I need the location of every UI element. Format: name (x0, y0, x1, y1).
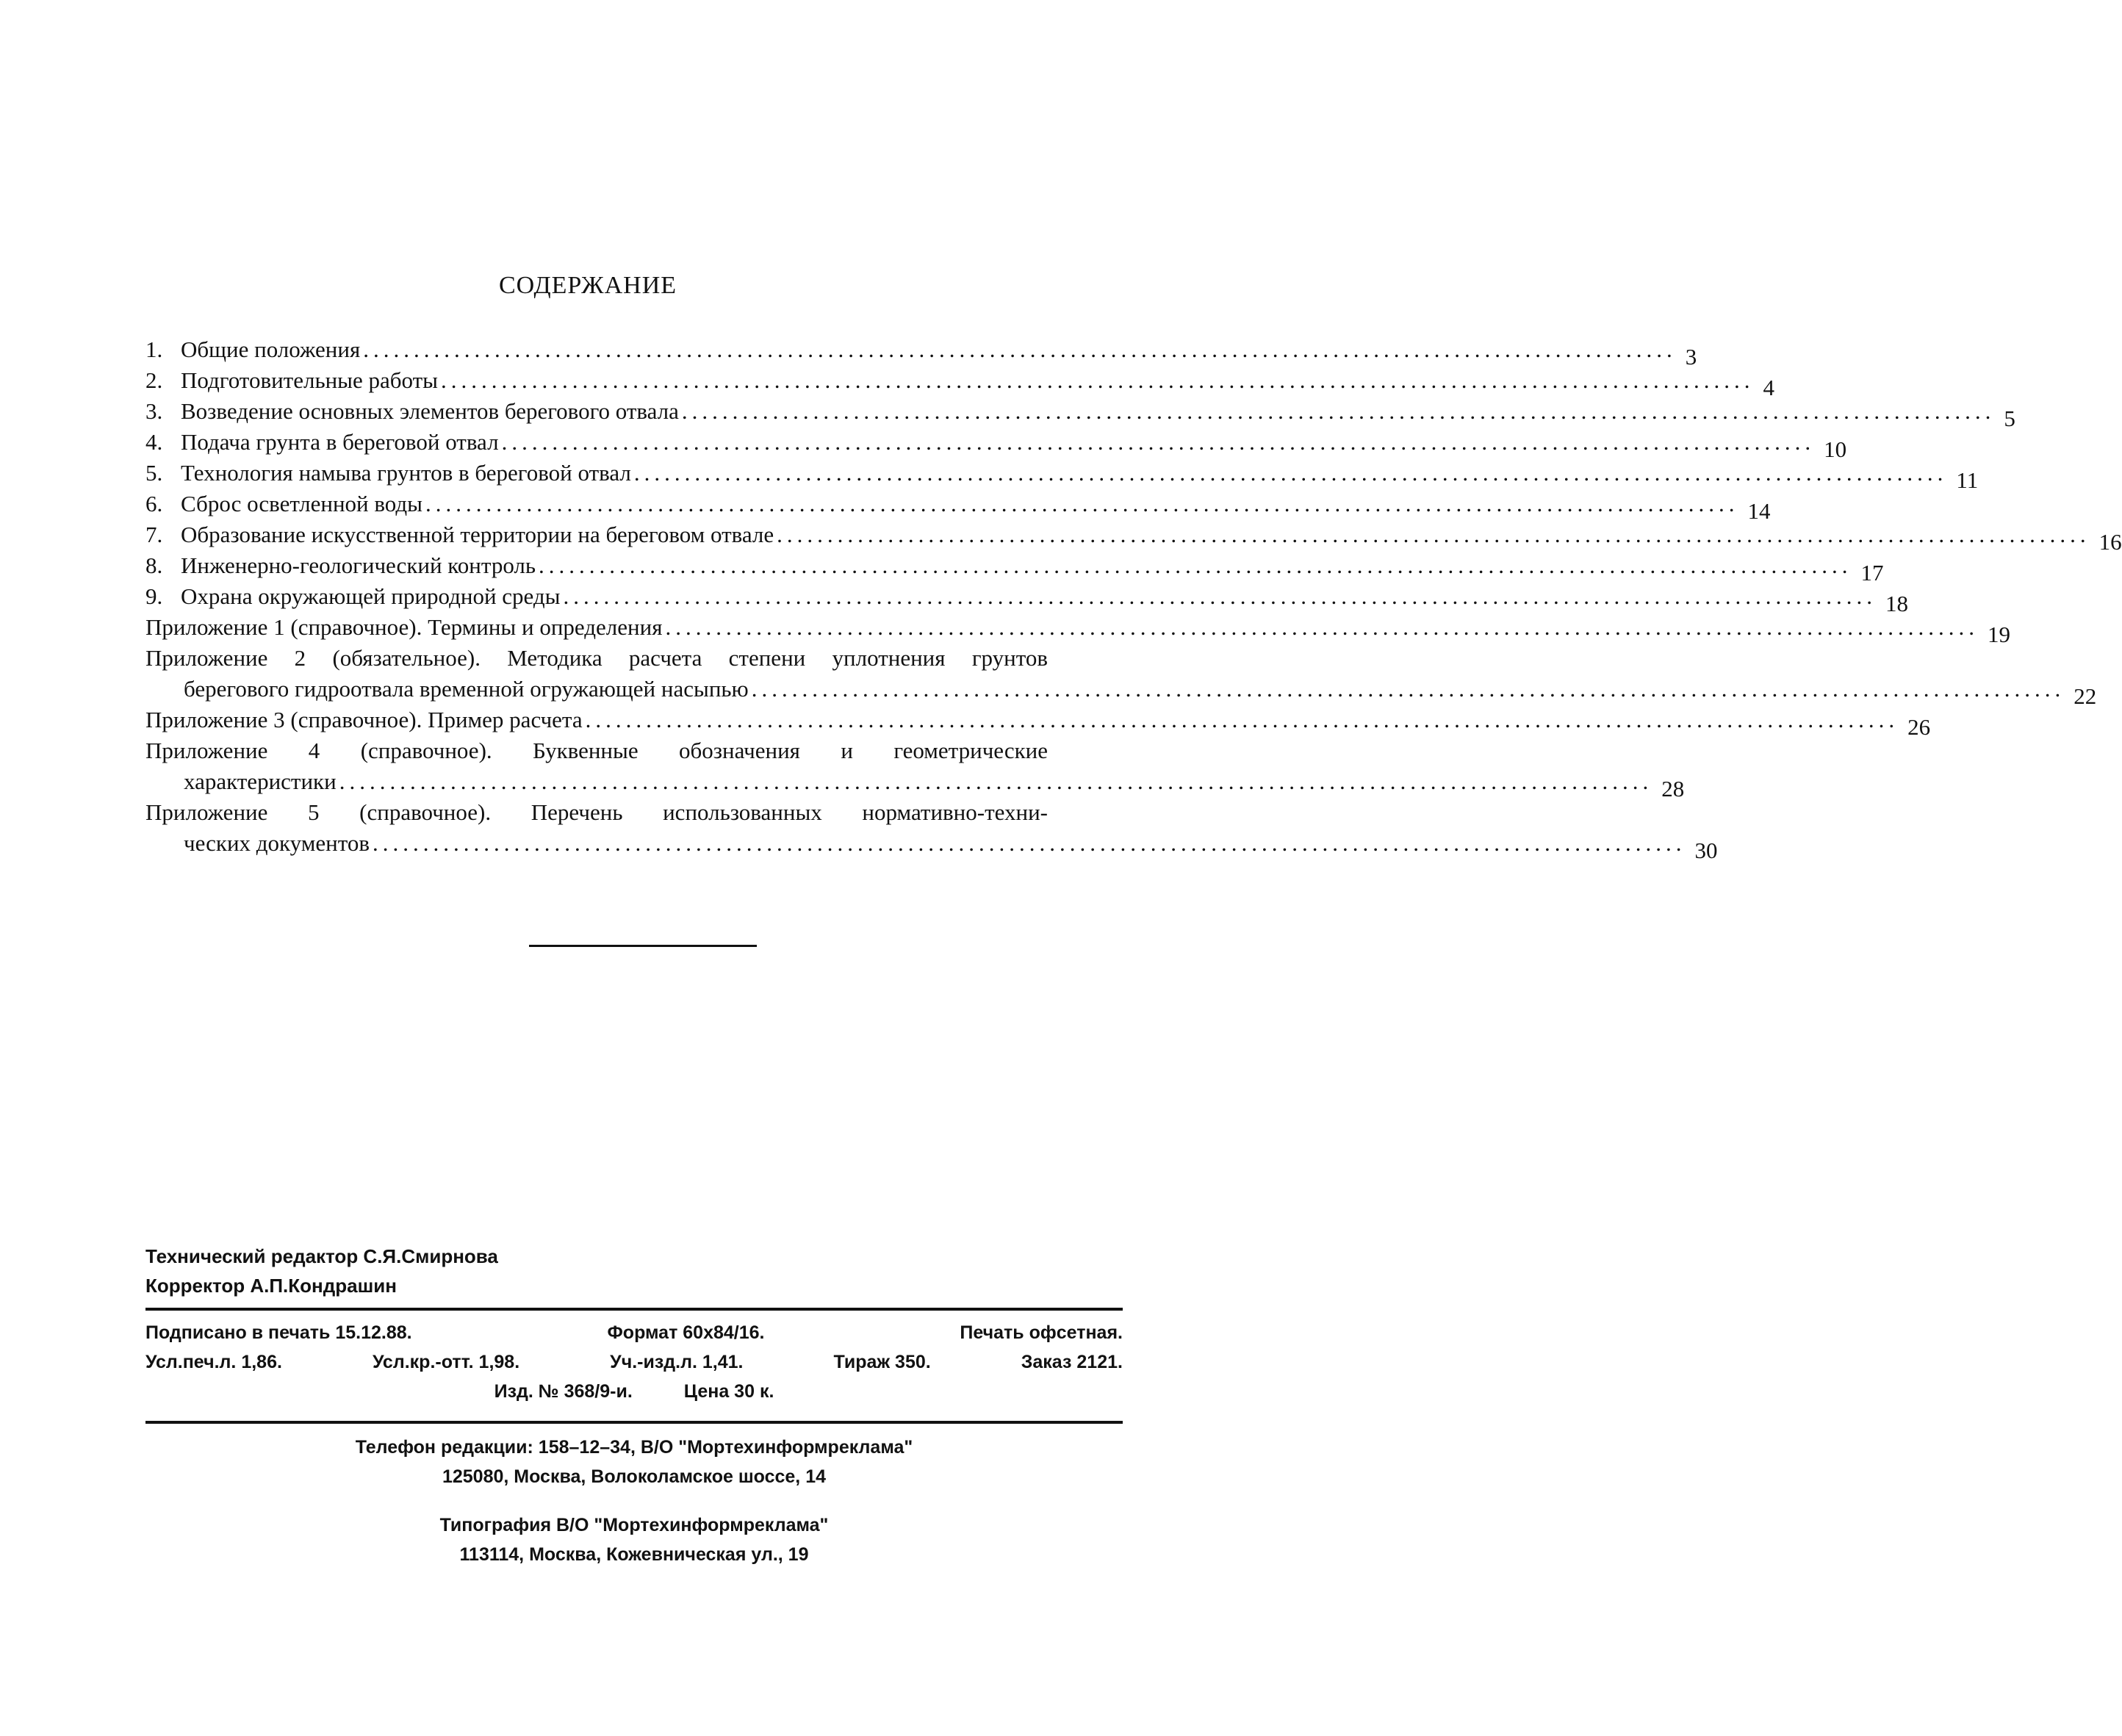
toc-item-page: 4 (1763, 375, 1775, 400)
dot-leader: .................................................................................................................................. (665, 614, 1979, 640)
toc-appendix-title: Приложение 4 (справочное). Буквенные обозначения и геометрические (145, 738, 1048, 763)
toc-item-title: Общие положения (181, 336, 361, 362)
signed-date: Подписано в печать 15.12.88. (145, 1322, 412, 1343)
dot-leader: .................................................................................................................................. (501, 429, 1816, 455)
toc-appendix[interactable] (145, 735, 1685, 802)
toc-item-number: 3. (145, 398, 163, 424)
toc-item[interactable] (145, 334, 1697, 370)
toc-appendix-page: 19 (1987, 622, 2010, 647)
toc-item-title: Инженерно-геологический контроль (181, 552, 536, 578)
toc-item-page: 18 (1885, 591, 1908, 616)
contacts (145, 1433, 1123, 1569)
toc-item-page: 17 (1860, 560, 1884, 586)
toc-appendix-page: 30 (1694, 838, 1718, 863)
toc-item[interactable] (145, 519, 2122, 555)
dot-leader: .................................................................................................................................. (425, 491, 1739, 516)
print-run: Тираж 350. (833, 1352, 931, 1372)
toc-appendix-title: Приложение 1 (справочное). Термины и определения (145, 614, 663, 640)
dot-leader: .................................................................................................................................. (585, 707, 1899, 732)
dot-leader: .................................................................................................................................. (563, 583, 1877, 609)
toc-item-page: 11 (1956, 467, 1979, 493)
order-number: Заказ 2121. (1021, 1352, 1123, 1372)
toc-item-number: 9. (145, 583, 163, 609)
imprint (145, 1318, 1123, 1406)
editorial-phone: Телефон редакции: 158–12–34, В/О "Мортехинформреклама" (355, 1437, 913, 1458)
imprint-bottom-rule (145, 1421, 1123, 1424)
toc-item[interactable] (145, 458, 1979, 493)
printer-name: Типография В/О "Мортехинформреклама" (439, 1515, 829, 1535)
toc-item[interactable] (145, 489, 1771, 524)
toc-title: СОДЕРЖАНИЕ (498, 272, 677, 299)
toc-item-title: Подготовительные работы (181, 367, 439, 393)
toc-item-page: 3 (1685, 344, 1697, 370)
toc-item-number: 2. (145, 367, 163, 393)
printer-address: 113114, Москва, Кожевническая ул., 19 (459, 1544, 809, 1565)
tech-editor: Технический редактор С.Я.Смирнова (145, 1245, 498, 1267)
toc-item-page: 16 (2098, 529, 2122, 555)
section-divider (529, 945, 757, 947)
dot-leader: .................................................................................................................................. (363, 336, 1677, 362)
toc-item-title: Охрана окружающей природной среды (181, 583, 561, 609)
publisher-number: Изд. № 368/9-и. (494, 1381, 633, 1402)
dot-leader: .................................................................................................................................. (751, 676, 2065, 702)
corrector: Корректор А.П.Кондрашин (145, 1275, 397, 1297)
toc-item-title: Подача грунта в береговой отвал (181, 429, 499, 455)
toc-appendix-page: 22 (2074, 683, 2097, 709)
dot-leader: .................................................................................................................................. (777, 522, 2090, 547)
toc-item-number: 7. (145, 522, 163, 547)
dot-leader: .................................................................................................................................. (539, 552, 1852, 578)
dot-leader: .................................................................................................................................. (681, 398, 1996, 424)
paper-format: Формат 60х84/16. (607, 1322, 765, 1343)
toc-appendix-page: 28 (1661, 776, 1685, 802)
toc-item-page: 10 (1824, 436, 1847, 462)
uch-izd: Уч.-изд.л. 1,41. (610, 1352, 744, 1372)
editorial-address: 125080, Москва, Волоколамское шоссе, 14 (442, 1466, 827, 1487)
toc-item-number: 8. (145, 552, 163, 578)
toc-appendix-title-cont: берегового гидроотвала временной огружающей насыпью (184, 676, 749, 702)
toc-item-title: Возведение основных элементов берегового отвала (181, 398, 679, 424)
toc-item[interactable] (145, 396, 2015, 431)
toc-item-title: Сброс осветленной воды (181, 491, 423, 516)
print-type: Печать офсетная. (960, 1322, 1123, 1343)
toc-item-title: Образование искусственной территории на береговом отвале (181, 522, 774, 547)
usl-pech: Усл.печ.л. 1,86. (145, 1352, 282, 1372)
toc-item-number: 5. (145, 460, 163, 486)
dot-leader: .................................................................................................................................. (373, 830, 1686, 856)
toc-item[interactable] (145, 365, 1775, 400)
table-of-contents (145, 334, 2122, 863)
credits (145, 1242, 498, 1300)
toc-appendix-title: Приложение 5 (справочное). Перечень использованных нормативно-техни- (145, 799, 1048, 825)
toc-item-number: 4. (145, 429, 163, 455)
toc-appendix-title-cont: характеристики (184, 768, 337, 794)
toc-item[interactable] (145, 427, 1847, 462)
toc-item-page: 14 (1747, 498, 1771, 524)
usl-kr-ott: Усл.кр.-отт. 1,98. (372, 1352, 520, 1372)
toc-appendix[interactable] (145, 643, 2097, 709)
toc-appendix-title: Приложение 3 (справочное). Пример расчета (145, 707, 583, 732)
toc-item-number: 1. (145, 336, 163, 362)
toc-item-page: 5 (2004, 406, 2015, 431)
toc-appendix-page: 26 (1907, 714, 1931, 740)
price: Цена 30 к. (683, 1381, 774, 1402)
toc-appendix-title-cont: ческих документов (184, 830, 370, 856)
imprint-top-rule (145, 1308, 1123, 1311)
toc-appendix[interactable] (145, 612, 2010, 647)
toc-item[interactable] (145, 550, 1884, 586)
dot-leader: .................................................................................................................................. (633, 460, 1948, 486)
toc-appendix-title: Приложение 2 (обязательное). Методика расчета степени уплотнения грунтов (145, 645, 1048, 671)
toc-item-title: Технология намыва грунтов в береговой отвал (181, 460, 631, 486)
dot-leader: .................................................................................................................................. (441, 367, 1755, 393)
toc-item-number: 6. (145, 491, 163, 516)
toc-item[interactable] (145, 581, 1908, 616)
dot-leader: .................................................................................................................................. (339, 768, 1653, 794)
toc-appendix[interactable] (145, 797, 1718, 863)
toc-appendix[interactable] (145, 705, 1931, 740)
